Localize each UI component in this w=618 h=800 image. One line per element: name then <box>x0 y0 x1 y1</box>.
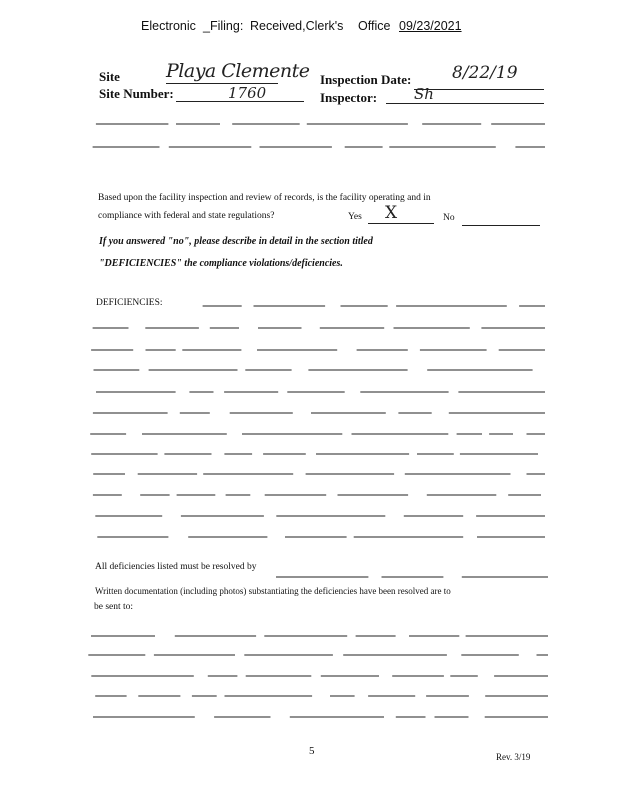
no-label: No <box>443 213 455 223</box>
handwritten-site-number: 1760 <box>228 84 267 102</box>
revision-label: Rev. 3/19 <box>496 752 531 762</box>
handwritten-inspector: Sh <box>414 85 434 103</box>
site-number-label: Site Number: <box>99 86 174 101</box>
resolved-by-text: All deficiencies listed must be resolved by <box>95 562 257 572</box>
inspector-label: Inspector: <box>320 90 378 105</box>
site-label: Site <box>99 69 120 84</box>
instruction-line1: If you answered "no", please describe in detail in the section titled <box>99 236 373 247</box>
compliance-question-line2: compliance with federal and state regulations? <box>98 211 275 221</box>
compliance-question-line1: Based upon the facility inspection and review of records, is the facility operating and in <box>98 193 431 203</box>
yes-label: Yes <box>348 212 362 222</box>
sent-to-text: be sent to: <box>94 602 134 612</box>
header-filing: _Filing: <box>203 19 244 33</box>
header-office: Office <box>358 19 391 33</box>
deficiencies-label: DEFICIENCIES: <box>96 298 163 308</box>
documentation-text: Written documentation (including photos) substantiating the deficiencies have been resolved are to <box>95 586 451 596</box>
yes-checkmark: X <box>385 203 398 223</box>
inspection-date-label: Inspection Date: <box>320 72 412 87</box>
header-received: Received,Clerk's <box>250 19 344 33</box>
header-date: 09/23/2021 <box>399 19 462 33</box>
instruction-line2: "DEFICIENCIES" the compliance violations/deficiencies. <box>99 258 343 269</box>
handwritten-inspection-date: 8/22/19 <box>452 63 518 83</box>
header-electronic: Electronic <box>141 19 196 33</box>
handwritten-site-name: Playa Clemente <box>166 60 310 82</box>
page-number: 5 <box>309 745 315 757</box>
